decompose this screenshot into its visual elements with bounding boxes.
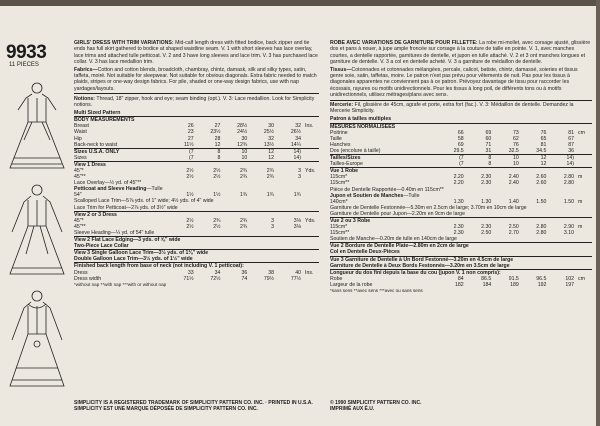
table-cell: 76 (540, 129, 547, 136)
table-cell: 3⅛ (293, 217, 301, 224)
table-cell: 2.80 (563, 174, 574, 181)
table-cell: 2.60 (536, 180, 547, 187)
table-cell: 38 (268, 269, 275, 276)
table-cell: 3.10 (563, 230, 574, 237)
table-cell: 69 (457, 141, 464, 148)
table-cell: 1½ (186, 192, 194, 199)
table-cell: 2½ (186, 217, 194, 224)
table-cell: 1.30 (453, 198, 464, 205)
table-cell: 24½ (237, 129, 248, 136)
table-cell: 1.40 (508, 198, 519, 205)
view2-trim: View 2 Flat Lace Edging—3 yds. of ⅝" wide (74, 237, 319, 244)
table-row: Soutien de Manche—0.20m de tulle en 140cm de large (330, 236, 457, 243)
table-row: 45"** 2½ 2½ 2¾ 2¾ 3 (74, 174, 301, 181)
table-cell: 10 (513, 161, 519, 168)
table-cell: 12 (519, 155, 547, 162)
finished-length-heading: Longueur du dos fini depuis la base du cou (jupon V. 1 non compris): (330, 269, 592, 276)
table-cell: 1.50 (536, 198, 547, 205)
table-cell: 23½ (210, 129, 221, 136)
table-cell: 2.80 (536, 230, 547, 237)
table-cell: 86.5 (481, 275, 492, 282)
table-cell: 60 (485, 135, 492, 142)
table-cell: 58 (457, 135, 464, 142)
table-row: Scalloped Lace Trim—5⅞ yds. of 1" wide; 4½ yds. of 4" wide (74, 198, 214, 205)
table-row: 140cm* 1.30 1.30 1.40 1.50 1.50 m (330, 198, 583, 205)
table-cell: 2.50 (481, 230, 492, 237)
view3-trim: View 3 Single Galloon Lace Trim—3½ yds. of 1⅜" wide (74, 250, 319, 257)
table-cell: 2¾ (213, 217, 221, 224)
table-row: Poitrine 66 69 73 76 81 cm (330, 129, 585, 136)
table-cell: 28½ (237, 123, 248, 130)
table-cell: 36 (568, 147, 574, 154)
table-cell: 2.50 (508, 224, 519, 231)
table-cell: 14¼ (290, 141, 301, 148)
view23-heading: View 2 or 3 Dress (74, 211, 319, 218)
view1-heading: View 1 Dress (74, 161, 319, 168)
table-cell: 8 (488, 161, 492, 168)
table-cell: 3 (271, 223, 275, 230)
table-cell: 2.30 (481, 174, 492, 181)
table-cell: 65 (540, 135, 547, 142)
french-column (330, 40, 592, 294)
table-cell: 12 (268, 154, 275, 161)
table-cell: 72½ (210, 275, 221, 282)
multi-sized-label: Multi Sized Pattern (74, 109, 121, 116)
table-cell: 34 (295, 135, 301, 142)
table-cell: 71 (485, 141, 492, 148)
table-cell: 2.70 (508, 230, 519, 237)
view2-trim: Vue 2 Bordure de Dentelle Plate—2.80m en 2cm de large (330, 243, 592, 250)
table-cell: (7 (189, 154, 194, 161)
table-row: 115cm** 2.30 2.50 2.70 2.80 3.10 (330, 230, 574, 237)
description-fr: ROBE AVEC VARIATIONS DE GARNITURE POUR FILLETTE: La robe mi-mollet, avec corsage ajusté, glissière dos et pans à nouer, à jupe ample froncée sur corsage à la couture de taille en pointe. V. 1, avec manches courtes, a dentelle rapportée, garnitures de dentelle, et jupon en tulle attaché. V. 2 et 3 ont manches longues et garniture de dentelle. V. 3 a col en dentelle acheté. V. 3 a garniture de médaillon de dentelle. (330, 40, 591, 65)
table-cell: 26 (187, 123, 194, 130)
table-cell: 36 (241, 269, 248, 276)
table-cell: 77½ (290, 275, 301, 282)
table-cell: 10 (491, 155, 519, 162)
table-row: Breast 26 27 28½ 30 32 Ins. (74, 123, 314, 130)
dress-sketch-view3 (4, 288, 70, 394)
table-row: Garniture de Dentelle pour Jupon—2.20m en 9cm de large (330, 210, 465, 217)
body-measurements-heading: MESURES NORMALISÉES (330, 123, 592, 130)
table-row: Lace Overlay—½ yd. of 45"** (74, 180, 142, 187)
table-cell: 30 (241, 135, 248, 142)
table-cell: 2¾ (240, 168, 248, 175)
table-cell: 10 (241, 154, 248, 161)
table-cell: 2.30 (453, 224, 464, 231)
table-cell: 28 (214, 135, 221, 142)
body-measurements-heading: BODY MEASUREMENTS (74, 117, 319, 124)
sizes-usa-row: Sizes U.S.A. ONLY (7 8 10 12 14) (74, 148, 319, 155)
view3-trim-double: Double Galloon Lace Trim—3½ yds. of 1½" wide (74, 256, 193, 263)
table-cell: 27 (214, 123, 221, 130)
table-row: Hanches 69 71 76 81 87 (330, 141, 574, 148)
table-cell: 14) (566, 161, 574, 168)
table-cell: 2.30 (481, 180, 492, 187)
dress-sketch-view1 (4, 80, 70, 178)
notions-en: Notions: Thread, 18" zipper, hook and eye; seam binding (opt.). V. 3: Lace medallion. Look for Simplicity notions. (74, 95, 315, 109)
table-row: Largeur de la robe 182 184 189 192 197 (330, 281, 574, 288)
table-cell: 3⅛ (293, 223, 301, 230)
english-column (74, 40, 319, 288)
sizes-eu-row: Tailles-Europe (7 8 10 12 14) (330, 161, 574, 168)
finished-length-heading: Finished back length from base of neck (not including V. 1 petticoat): (74, 263, 319, 270)
pieces-count: 11 PIECES (9, 62, 39, 68)
table-cell: 74 (241, 275, 248, 282)
table-cell: 189 (510, 281, 519, 288)
table-cell: 1¾ (240, 192, 248, 199)
table-cell: 1¾ (266, 192, 275, 199)
table-cell: 66 (457, 129, 464, 136)
table-cell: 1¾ (293, 192, 301, 199)
table-cell: 3 (298, 168, 301, 175)
table-row: 115cm* 2.30 2.30 2.50 2.80 2.90 m (330, 224, 583, 231)
table-cell: 62 (513, 135, 519, 142)
view3-trim: Vue 3 Garniture de Dentelle à Un Bord Festonné—3.20m en 4.5cm de large (330, 256, 592, 263)
table-cell: 91.5 (508, 275, 519, 282)
table-row: Garniture de Dentelle Festonnée—5.30m en 2.5cm de large; 3.70m en 10cm de large (330, 204, 527, 211)
table-row: Waist 23 23½ 24½ 25½ 26½ (74, 129, 301, 136)
table-cell: 2.30 (453, 230, 464, 237)
table-cell: 2.80 (536, 224, 547, 231)
table-cell: 10 (220, 148, 247, 155)
table-row: 45"* 2½ 2½ 2¾ 2¾ 3 Yds. (74, 168, 316, 175)
table-cell: 2.40 (508, 180, 519, 187)
table-row: 115cm** 2.20 2.30 2.40 2.60 2.80 (330, 180, 574, 187)
table-cell: 2¾ (240, 223, 248, 230)
sizes-row: Sizes (7 8 10 12 14) (74, 154, 301, 161)
fabrics-en: Fabrics—Cotton and cotton blends, broadcloth, chambray, chintz, damask, silk and silky types, satin, taffeta, moiré. Not suitable for sleepwear. Not suitable for obvious diagonals. Extra fabric needed to match plaids, stripes or one-way design fabrics. For pile, shaded or one-way design fabrics, use with nap yardages/layouts. (74, 66, 317, 92)
table-cell: 32 (295, 123, 301, 130)
dress-sketch-view2 (4, 182, 70, 282)
table-cell: 3 (271, 217, 275, 224)
table-cell: 25½ (263, 129, 275, 136)
table-cell: 27 (187, 135, 194, 142)
table-cell: 26½ (290, 129, 301, 136)
table-cell: 2.60 (536, 174, 547, 181)
table-cell: 1.30 (481, 198, 492, 205)
table-cell: 29.5 (453, 147, 464, 154)
table-cell: (7 (459, 161, 464, 168)
footer-fr: © 1990 SIMPLICITY PATTERN CO. INC. IMPRIMÉ AUX É.U. (330, 400, 422, 412)
table-cell: 2.90 (563, 224, 574, 231)
table-cell: 182 (455, 281, 464, 288)
table-cell: 2¾ (240, 217, 248, 224)
table-cell: 12¾ (237, 141, 248, 148)
table-cell: 2¾ (266, 168, 275, 175)
table-cell: 2½ (186, 223, 194, 230)
table-cell: 11½ (183, 141, 194, 148)
table-row: Back-neck to waist 11½ 12 12¾ 13½ 14¼ (74, 141, 301, 148)
table-cell: (7 (167, 148, 194, 155)
table-row: Dress 33 34 36 38 40 Ins. (74, 269, 314, 276)
table-cell: (7 (436, 155, 464, 162)
table-row: Taille 58 60 62 65 67 (330, 135, 574, 142)
table-cell: 12 (247, 148, 274, 155)
table-row: Hip 27 28 30 32 34 (74, 135, 301, 142)
table-cell: 32 (268, 135, 275, 142)
table-row: Dos (encolure à taille) 29.5 31 32.5 34.5 36 (330, 147, 574, 154)
table-row: Sleeve Heading—¼ yd. of 54" tulle (74, 229, 155, 236)
table-cell: 2¾ (240, 174, 248, 181)
footer-en: SIMPLICITY IS A REGISTERED TRADEMARK OF SIMPLICITY PATTERN CO. INC. · PRINTED IN U.S.A. SIMPLICITY EST UNE MARQUE DÉPOSÉE DE SIMPLICITY PATTERN CO. INC. (74, 400, 313, 412)
table-cell: 197 (565, 281, 574, 288)
table-cell: 69 (485, 129, 492, 136)
table-cell: 2.20 (453, 180, 464, 187)
petticoat-heading: Petticoat and Sleeve Heading—Tulle (74, 186, 163, 193)
table-row: 45"* 2½ 2¾ 2¾ 3 3⅛ Yds. (74, 217, 316, 224)
table-row: 115cm* 2.20 2.30 2.40 2.60 2.80 m (330, 174, 583, 181)
table-cell: 13½ (263, 141, 275, 148)
table-cell: 30 (268, 123, 275, 130)
table-cell: 73 (513, 129, 519, 136)
table-cell: 2½ (213, 223, 221, 230)
table-cell: 76 (513, 141, 519, 148)
table-cell: 31 (485, 147, 492, 154)
two-piece-collar: Col en Dentelle Deux-Pièces (330, 249, 400, 256)
pattern-number: 9933 (6, 42, 47, 63)
sizes-row: Tailles/Sizes (7 8 10 12 14) (330, 155, 592, 162)
table-cell: 3 (298, 174, 301, 181)
two-piece-collar: Two-Piece Lace Collar (74, 243, 129, 250)
table-cell: 12 (214, 141, 221, 148)
yardage-table-fr (330, 123, 592, 295)
table-cell: 23 (187, 129, 194, 136)
table-cell: 71½ (183, 275, 194, 282)
table-cell: 2½ (186, 174, 194, 181)
table-cell: 40 (295, 269, 301, 276)
table-cell: 2.80 (563, 180, 574, 187)
table-cell: 34 (214, 269, 221, 276)
table-cell: 67 (568, 135, 574, 142)
table-cell: 34.5 (536, 147, 547, 154)
table-cell: 1.50 (563, 198, 574, 205)
table-cell: 1½ (213, 192, 221, 199)
view1-heading: Vue 1 Robe (330, 168, 592, 175)
view23-heading: Vue 2 ou 3 Robe (330, 217, 592, 224)
table-cell: 96.5 (536, 275, 547, 282)
table-cell: 84 (457, 275, 464, 282)
table-cell: 32.5 (508, 147, 519, 154)
table-cell: 2.40 (508, 174, 519, 181)
table-cell: 2½ (186, 168, 194, 175)
table-cell: 14) (293, 154, 301, 161)
table-row: Pièce de Dentelle Rapportée—0.40m en 115cm** (330, 186, 444, 193)
table-cell: 192 (537, 281, 547, 288)
table-cell: 2½ (213, 174, 221, 181)
table-cell: 81 (568, 129, 574, 136)
table-cell: 2.20 (453, 174, 464, 181)
table-cell: 14) (546, 155, 574, 162)
table-cell: 2½ (213, 168, 221, 175)
table-cell: 87 (568, 141, 574, 148)
view3-trim-double: Garniture de Dentelle à Deux Bords Festonnés—3.20m en 3.5cm de large (330, 262, 510, 269)
notes-row: *sans sens **avec sens ***avec ou sans sens (330, 288, 423, 293)
table-row: Lace Trim for Petticoat—2⅞ yds. of 3½" wide (74, 204, 178, 211)
jupon-heading: Jupon et Soutien de Manches—Tulle (330, 192, 420, 199)
table-cell: 2.30 (481, 224, 492, 231)
table-cell: 184 (482, 281, 492, 288)
table-cell: 102 (565, 275, 574, 282)
table-cell: 8 (464, 155, 492, 162)
table-cell: 8 (217, 154, 221, 161)
notes-row: *without nap **with nap ***with or without nap (74, 281, 167, 287)
table-row: Dress width 71½ 72½ 74 79½ 77½ (74, 275, 301, 282)
yardage-table-en (74, 116, 319, 288)
table-cell: 14) (274, 148, 301, 155)
table-cell: 2¾ (266, 174, 275, 181)
table-row: 45"** 2½ 2½ 2¾ 3 3⅛ (74, 223, 301, 230)
description-en: GIRLS' DRESS WITH TRIM VARIATIONS: Mid-calf length dress with fitted bodice, back zipper and tie ends has full skirt gathered to bodice at shaped waistline seam. V. 1 with short sleeves has lace overlay, lace trims and attached tulle petticoat. V. 2 and 3 have long sleeves and lace trim. V. 3 has purchased lace collar. V. 3 has lace medallion trim. (74, 40, 318, 65)
mercerie-fr: Mercerie: Fil, glissière de 45cm, agrafe et porte, extra fort (fac.). V. 3: Médaillon de dentelle. Demandez la Mercerie Simplicity. (330, 102, 574, 115)
tissus-fr: Tissus—Cotonnades et cotonnades mélangées, percale, calicot, batiste, chintz, damassé, soieries et tissus genre soie, satin, taffetas, moire. Le patron n'est pas prévu pour vêtements de nuit. Pas pour les tissus à diagonales apparentes ne conviennent pas à ce patron. Prévoyez davantage de tissu pour raccorder les écossais, rayures ou motifs unidirectionnels. Pour les tissus à long poil, de différents tons ou à motifs unidirectionnels, utilisez métrages/plans avec sens. (330, 66, 578, 98)
multi-tailles-label: Patron à tailles multiples (330, 116, 392, 123)
table-cell: 81 (540, 141, 547, 148)
table-row: Robe 84 86.5 91.5 96.5 102 cm (330, 275, 585, 282)
table-row: 54" 1½ 1½ 1¾ 1¾ 1¾ (74, 192, 301, 199)
table-cell: 12 (540, 161, 547, 168)
table-cell: 33 (187, 269, 194, 276)
table-cell: 8 (194, 148, 221, 155)
table-cell: 79½ (263, 275, 275, 282)
